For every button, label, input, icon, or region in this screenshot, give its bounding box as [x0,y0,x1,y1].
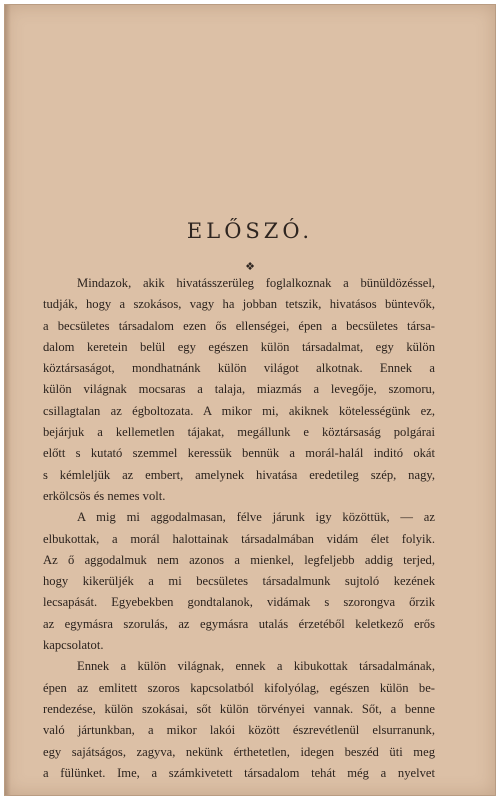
text-line: dalom keretein belül egy egészen külön társadalmat, egy külön [43,339,435,354]
text-line: rendezése, külön szokásai, sőt külön törvényei vannak. Sőt, a benne [43,701,435,716]
ornament-icon: ❖ [245,260,255,273]
text-line: egy sajátságos, zagyva, nekünk érthetetlen, idegen beszéd üti meg [43,744,435,759]
text-line: kapcsolatot. [43,638,104,653]
text-line: bejárjuk a kellemetlen tájakat, megállunk e köztársaság polgárai [43,425,435,440]
text-line: Az ő aggodalmuk nem azonos a mienkel, legfeljebb addig terjed, [43,552,435,567]
text-line: A mig mi aggodalmasan, félve járunk igy közöttük, — az [77,510,435,525]
text-line: az egymásra szorulás, az egymásra utalás érzetéből keletkező erős [43,616,435,631]
text-line: hogy kikerüljék a mi becsületes társadalmunk sujtoló kezének [43,574,435,589]
page-title: ELŐSZÓ. [186,219,314,243]
text-line: s kémleljük az embert, amelynek hivatása eredetileg szép, nagy, [43,467,435,482]
text-line: külön világnak mocsaras a talaja, miazmás a levegője, szomoru, [43,382,435,397]
text-line: köztársaságot, mondhatnánk külön világot alkotnak. Ennek a [43,361,435,376]
book-page [4,4,496,796]
text-line: tudják, hogy a szokásos, vagy ha jobban tetszik, hivatásos büntevők, [43,297,435,312]
text-line: a fülünket. Ime, a számkivetett társadalom tehát még a nyelvet [43,765,435,780]
text-line: Mindazok, akik hivatásszerüleg foglalkoznak a bünüldözéssel, [77,276,435,290]
text-line: épen az emlitett szoros kapcsolatból kifolyólag, egészen külön be- [43,680,435,695]
text-line: előtt s kutató szemmel keressük bennük a morál-halál inditó okát [43,446,435,461]
paragraph-2 [43,507,435,656]
body-text [43,273,435,784]
text-line: erkölcsös és nemes volt. [43,488,166,503]
text-line: való jártunkban, a mikor lakói között észrevétlenül elsurranunk, [43,723,435,738]
text-line: lecsapását. Egyebekben gondtalanok, vidámak s szorongva őrzik [43,595,435,610]
paragraph-1 [43,273,435,507]
page-binding-shadow [5,5,11,795]
text-line: elbukottak, a morál halottainak társadalmában vidám élet folyik. [43,531,435,546]
paragraph-3 [43,656,435,784]
text-line: a becsületes társadalom ezen ős ellenségei, épen a becsületes társa- [43,318,435,333]
text-line: csillagtalan az égboltozata. A mikor mi, akiknek kötelességünk ez, [43,403,435,418]
text-line: Ennek a külön világnak, ennek a kibukottak társadalmának, [77,659,435,674]
